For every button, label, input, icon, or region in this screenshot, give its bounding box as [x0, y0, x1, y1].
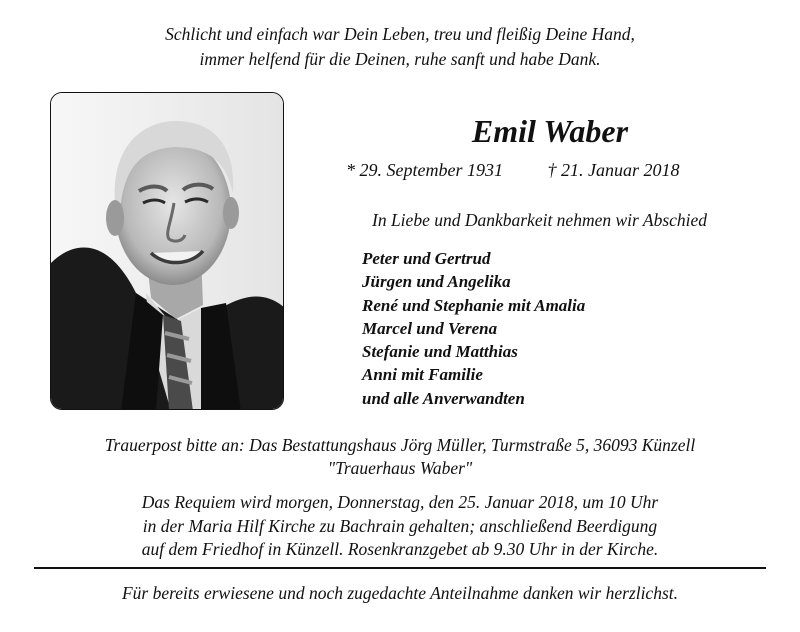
post-line-1: Trauerpost bitte an: Das Bestattungshaus Jörg Müller, Turmstraße 5, 36093 Künzell	[104, 435, 696, 455]
death-date: † 21. Januar 2018	[547, 160, 680, 180]
poem	[0, 22, 800, 72]
divider-line	[34, 567, 766, 569]
requiem-info	[0, 491, 800, 562]
family-entry: Anni mit Familie	[362, 365, 483, 385]
family-list	[362, 247, 585, 410]
requiem-line-3: auf dem Friedhof in Künzell. Rosenkranzgebet ab 9.30 Uhr in der Kirche.	[141, 539, 659, 559]
farewell-line: In Liebe und Dankbarkeit nehmen wir Abschied	[372, 210, 708, 230]
requiem-line-1: Das Requiem wird morgen, Donnerstag, den 25. Januar 2018, um 10 Uhr	[141, 492, 659, 512]
deceased-name: Emil Waber	[471, 113, 629, 149]
birth-date: * 29. September 1931	[346, 160, 503, 180]
thanks-line: Für bereits erwiesene und noch zugedachte Anteilnahme danken wir herzlichst.	[121, 583, 678, 603]
family-entry: Peter und Gertrud	[362, 249, 491, 268]
poem-line-2: immer helfend für die Deinen, ruhe sanft und habe Dank.	[199, 49, 601, 69]
family-entry: René und Stephanie mit Amalia	[362, 295, 586, 315]
family-entry: Stefanie und Matthias	[362, 342, 518, 362]
requiem-line-2: in der Maria Hilf Kirche zu Bachrain gehalten; anschließend Beerdigung	[142, 515, 658, 536]
family-entry: Jürgen und Angelika	[362, 272, 511, 292]
portrait-photo	[50, 92, 284, 410]
post-line-2: "Trauerhaus Waber"	[327, 458, 473, 478]
family-entry: und alle Anverwandten	[362, 388, 525, 408]
life-dates	[346, 160, 679, 181]
portrait-illustration	[51, 93, 284, 410]
mourning-post-address	[0, 434, 800, 480]
family-entry: Marcel und Verena	[362, 318, 498, 338]
poem-line-1: Schlicht und einfach war Dein Leben, treu und fleißig Deine Hand,	[165, 24, 635, 44]
